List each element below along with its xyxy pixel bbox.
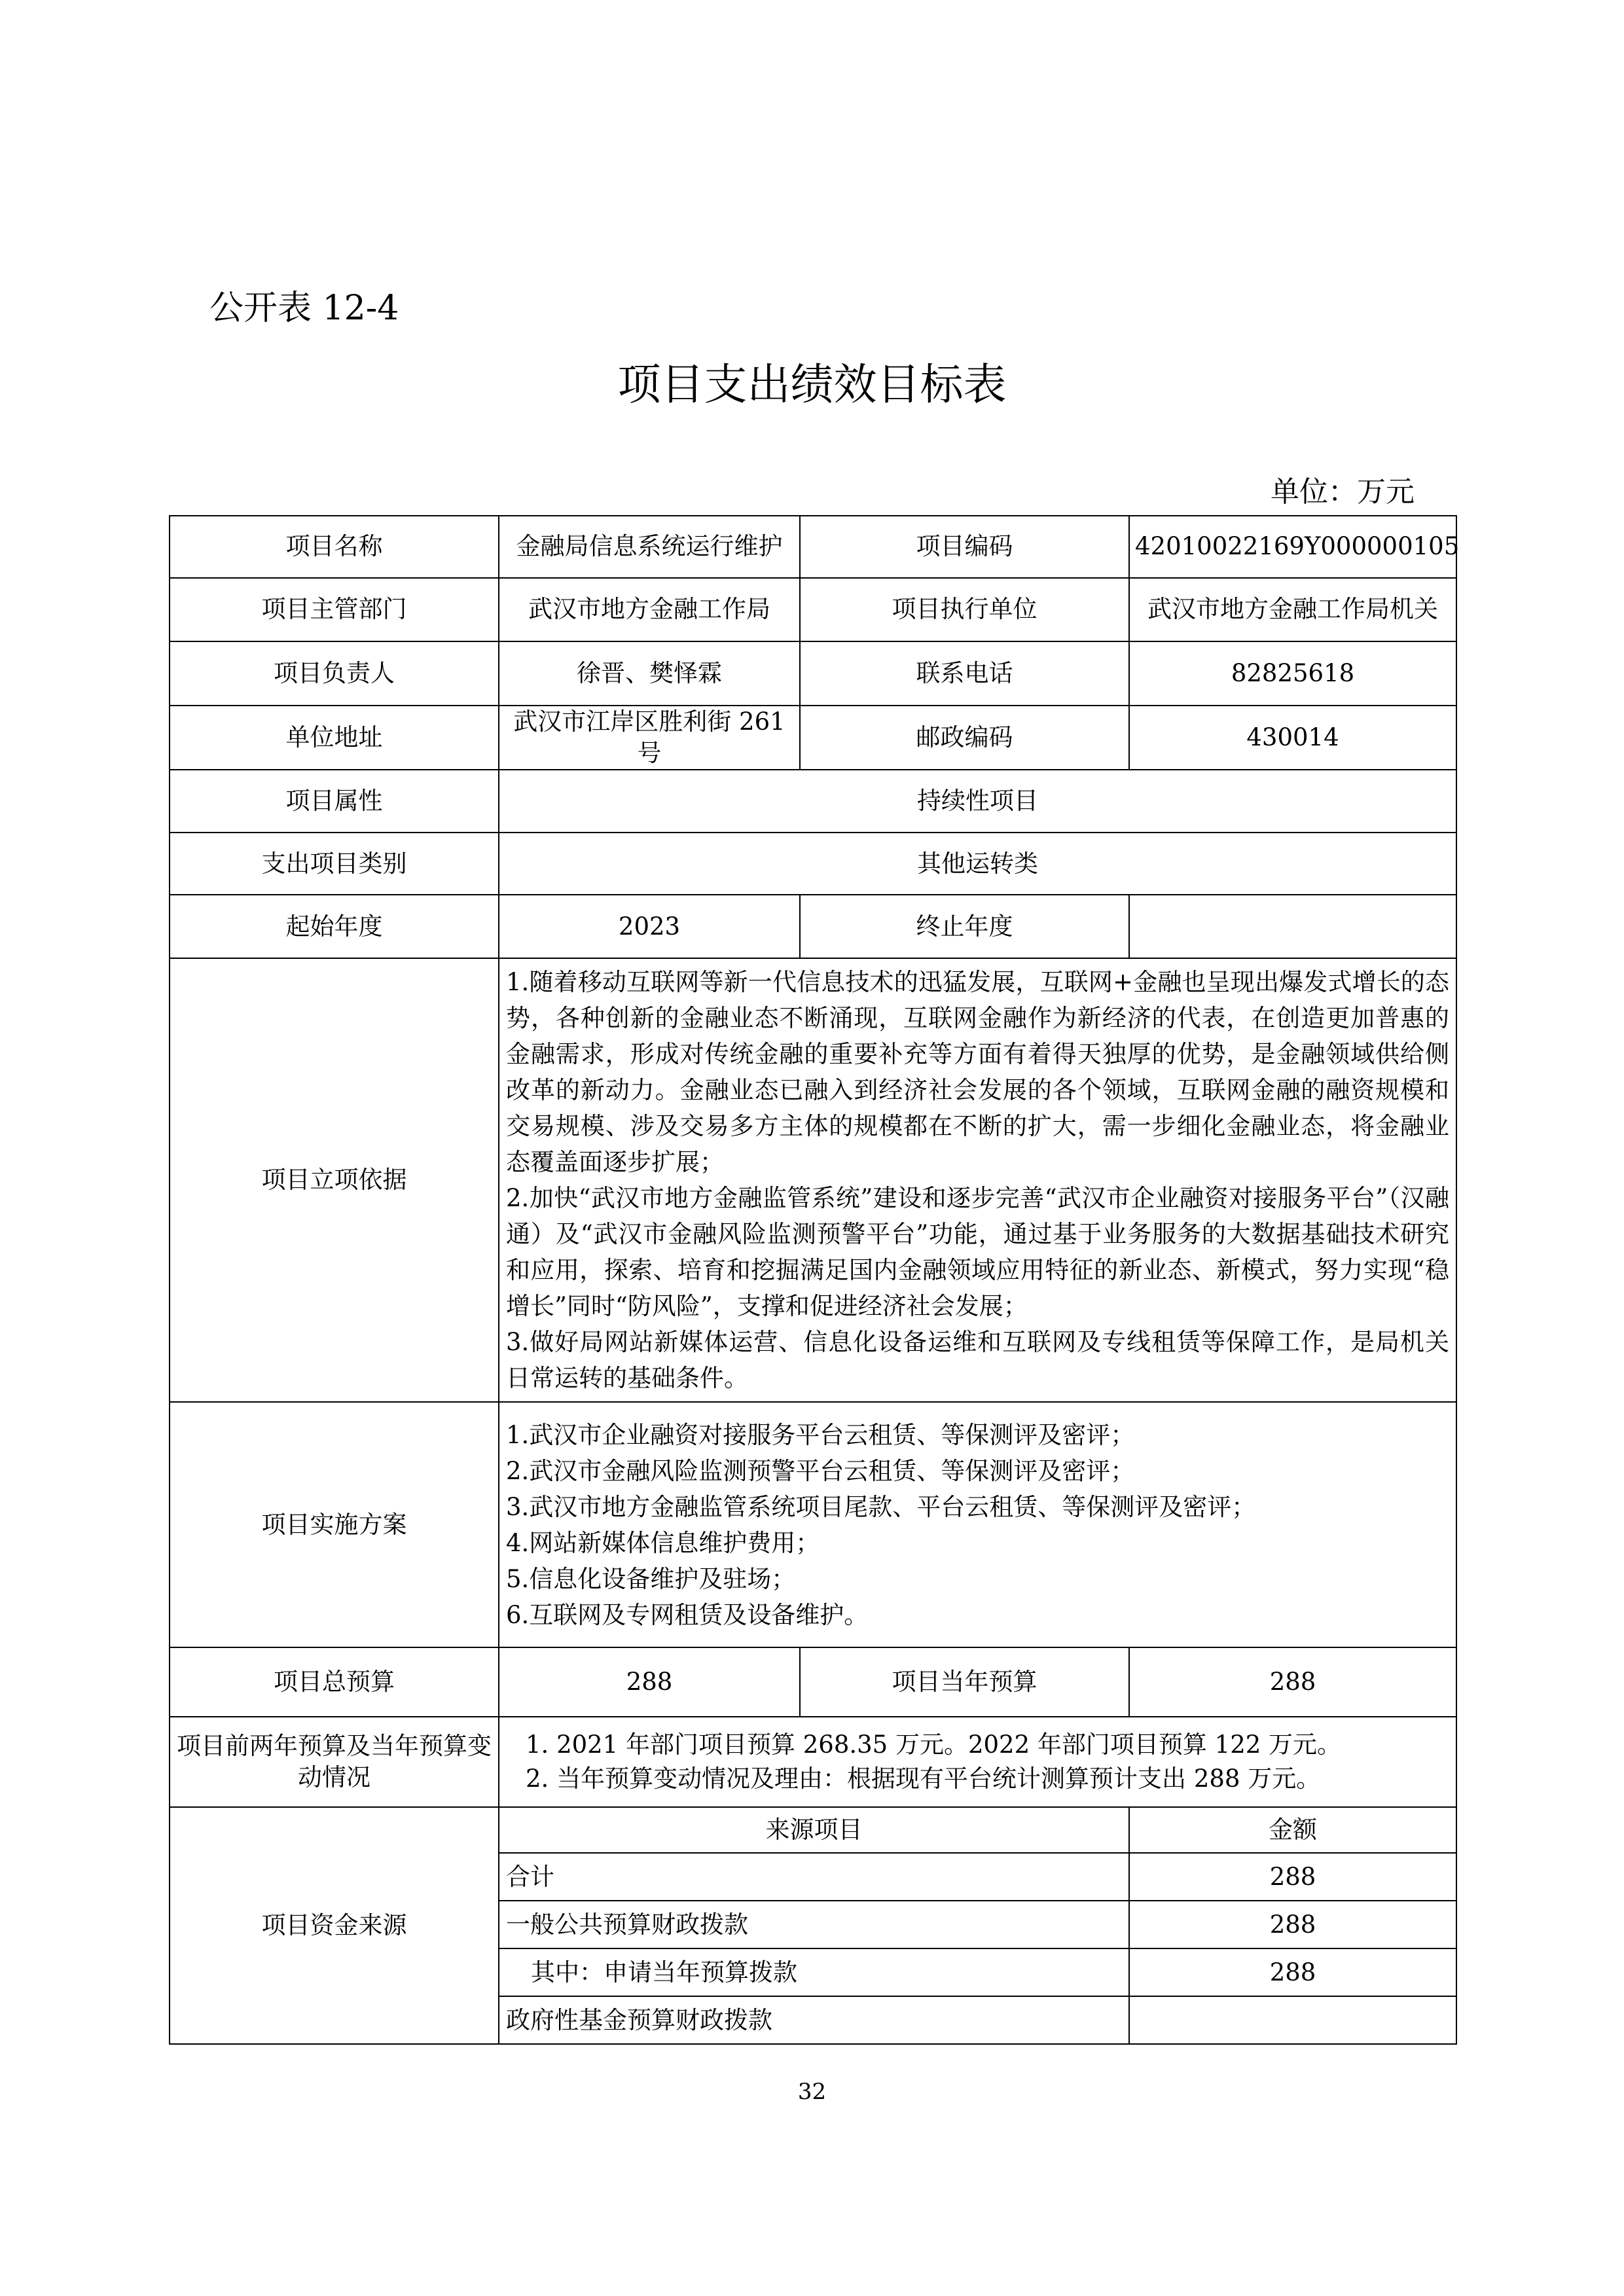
category-value: 其他运转类: [499, 833, 1456, 895]
attribute-value: 持续性项目: [499, 770, 1456, 833]
table-row: [170, 516, 1456, 578]
table-row: [170, 895, 1456, 958]
basis-item-1: 1.随着移动互联网等新一代信息技术的迅猛发展，互联网+金融也呈现出爆发式增长的态势，各种创新的金融业态不断涌现，互联网金融作为新经济的代表，在创造更加普惠的金融需求，形成对传统金融的重要补充等方面有着得天独厚的优势，是金融领域供给侧改革的新动力。金融业态已融入到经济社会发展的各个领域，互联网金融的融资规模和交易规模、涉及交易多方主体的规模都在不断的扩大，需一步细化金融业态，将金融业态覆盖面逐步扩展；: [506, 968, 1449, 1177]
budget-change-item-1: 1. 2021 年部门项目预算 268.35 万元。2022 年部门项目预算 122 万元。: [526, 1731, 1342, 1759]
table-row: [170, 1717, 1456, 1807]
table-row: [170, 1647, 1456, 1717]
funding-source-name: 其中：申请当年预算拨款: [499, 1948, 1129, 1996]
address-value: 武汉市江岸区胜利街 261 号: [499, 706, 800, 770]
table-row: [170, 706, 1456, 770]
basis-label: 项目立项依据: [170, 958, 499, 1402]
table-row: [170, 770, 1456, 833]
budget-change-label: 项目前两年预算及当年预算变动情况: [170, 1717, 499, 1807]
total-budget-label: 项目总预算: [170, 1647, 499, 1717]
project-name-value: 金融局信息系统运行维护: [499, 516, 800, 578]
basis-item-3: 3.做好局网站新媒体运营、信息化设备运维和互联网及专线租赁等保障工作，是局机关日常运转的基础条件。: [506, 1328, 1449, 1393]
leader-label: 项目负责人: [170, 641, 499, 706]
postcode-value: 430014: [1129, 706, 1456, 770]
funding-source-name: 一般公共预算财政拨款: [499, 1901, 1129, 1948]
start-year-label: 起始年度: [170, 895, 499, 958]
basis-content: [499, 958, 1456, 1402]
plan-item-5: 5.信息化设备维护及驻场；: [506, 1564, 796, 1593]
funding-amount: 288: [1129, 1948, 1456, 1996]
plan-label: 项目实施方案: [170, 1402, 499, 1647]
funding-amount-header: 金额: [1129, 1807, 1456, 1853]
category-label: 支出项目类别: [170, 833, 499, 895]
attribute-label: 项目属性: [170, 770, 499, 833]
table-row: [170, 1402, 1456, 1647]
phone-value: 82825618: [1129, 641, 1456, 706]
table-label: 公开表 12-4: [209, 289, 399, 328]
exec-unit-label: 项目执行单位: [800, 578, 1129, 641]
basis-item-2: 2.加快“武汉市地方金融监管系统”建设和逐步完善“武汉市企业融资对接服务平台”（汉融通）及“武汉市金融风险监测预警平台”功能，通过基于业务服务的大数据基础技术研究和应用，探索、培育和挖掘满足国内金融领域应用特征的新业态、新模式，努力实现“稳增长”同时“防风险”，支撑和促进经济社会发展；: [506, 1184, 1449, 1321]
funding-source-header: 来源项目: [499, 1807, 1129, 1853]
budget-change-item-2: 2. 当年预算变动情况及理由：根据现有平台统计测算预计支出 288 万元。: [526, 1765, 1321, 1793]
funding-label: 项目资金来源: [170, 1807, 499, 2044]
total-budget-value: 288: [499, 1647, 800, 1717]
dept-label: 项目主管部门: [170, 578, 499, 641]
address-label: 单位地址: [170, 706, 499, 770]
project-code-value: 42010022169Y000000105: [1129, 516, 1456, 578]
year-budget-label: 项目当年预算: [800, 1647, 1129, 1717]
project-code-label: 项目编码: [800, 516, 1129, 578]
funding-amount: 288: [1129, 1901, 1456, 1948]
performance-target-table: [169, 515, 1460, 2045]
phone-label: 联系电话: [800, 641, 1129, 706]
unit-label: 单位：万元: [1271, 475, 1415, 509]
table-row: [170, 641, 1456, 706]
project-name-label: 项目名称: [170, 516, 499, 578]
funding-source-name: 政府性基金预算财政拨款: [499, 1996, 1129, 2044]
plan-item-2: 2.武汉市金融风险监测预警平台云租赁、等保测评及密评；: [506, 1456, 1135, 1485]
year-budget-value: 288: [1129, 1647, 1456, 1717]
end-year-value: [1129, 895, 1456, 958]
page-title: 项目支出绩效目标表: [617, 359, 1007, 410]
funding-amount: 288: [1129, 1853, 1456, 1901]
start-year-value: 2023: [499, 895, 800, 958]
leader-value: 徐晋、樊怿霖: [499, 641, 800, 706]
budget-change-content: [499, 1717, 1456, 1807]
plan-item-1: 1.武汉市企业融资对接服务平台云租赁、等保测评及密评；: [506, 1420, 1135, 1449]
table-row: [170, 958, 1456, 1402]
funding-source-name: 合计: [499, 1853, 1129, 1901]
dept-value: 武汉市地方金融工作局: [499, 578, 800, 641]
page-number: 32: [797, 2079, 827, 2105]
table-row: [170, 833, 1456, 895]
plan-item-6: 6.互联网及专网租赁及设备维护。: [506, 1600, 869, 1629]
plan-item-3: 3.武汉市地方金融监管系统项目尾款、平台云租赁、等保测评及密评；: [506, 1492, 1256, 1521]
table-row: [170, 578, 1456, 641]
plan-item-4: 4.网站新媒体信息维护费用；: [506, 1528, 820, 1557]
end-year-label: 终止年度: [800, 895, 1129, 958]
funding-amount: [1129, 1996, 1456, 2044]
postcode-label: 邮政编码: [800, 706, 1129, 770]
exec-unit-value: 武汉市地方金融工作局机关: [1129, 578, 1456, 641]
plan-content: [499, 1402, 1456, 1647]
table-row: [170, 1807, 1456, 1853]
